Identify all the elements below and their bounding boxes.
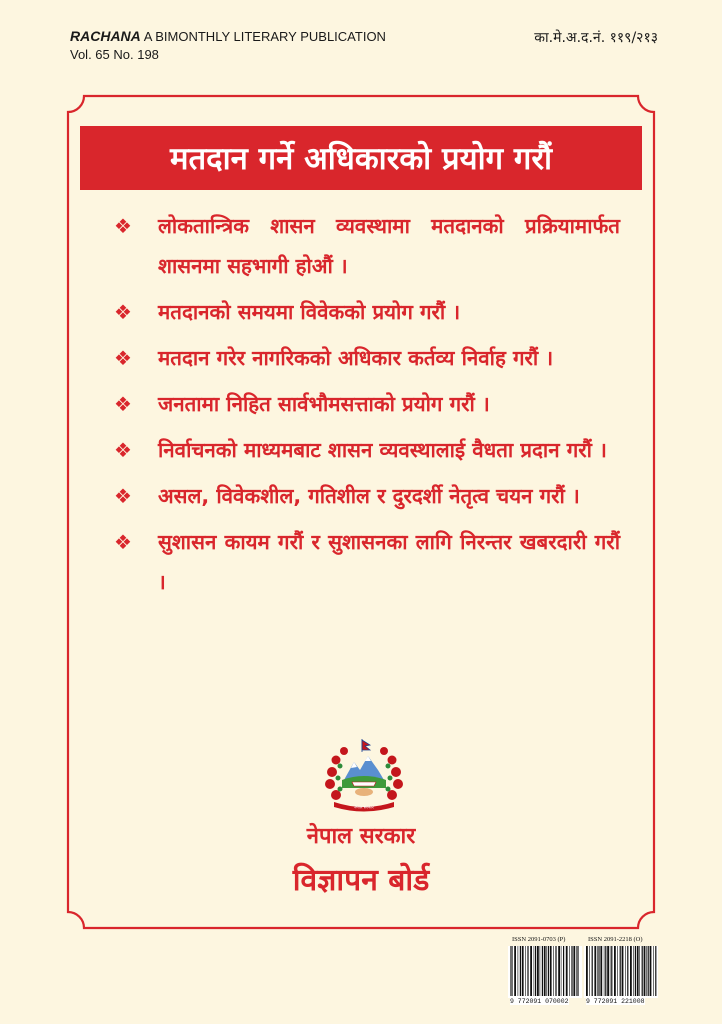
diamond-bullet-icon: ❖: [114, 346, 132, 370]
publication-brand: RACHANA: [70, 28, 141, 44]
list-item: [100, 384, 620, 424]
point-text: लोकतान्त्रिक शासन व्यवस्थामा मतदानको प्रक्रियामार्फत शासनमा सहभागी होऔं ।: [158, 214, 620, 278]
list-item: [100, 338, 620, 378]
publication-tagline: A BIMONTHLY LITERARY PUBLICATION: [143, 29, 386, 44]
barcode-print-icon: [508, 946, 582, 998]
list-item: [100, 476, 620, 516]
point-text: असल, विवेकशील, गतिशील र दुरदर्शी नेतृत्व चयन गरौं ।: [158, 484, 580, 508]
point-text: मतदान गरेर नागरिकको अधिकार कर्तव्य निर्वाह गरौं ।: [158, 346, 554, 370]
government-name: नेपाल सरकार: [306, 824, 416, 849]
ad-points-list: [100, 206, 620, 608]
list-item: [100, 206, 620, 286]
diamond-bullet-icon: ❖: [114, 484, 132, 508]
barcode-area: [508, 936, 658, 1016]
point-text: सुशासन कायम गरौं र सुशासनका लागि निरन्तर खबरदारी गरौं ।: [158, 530, 620, 594]
list-item: [100, 522, 620, 602]
ad-title-banner: [80, 126, 642, 190]
point-text: निर्वाचनको माध्यमबाट शासन व्यवस्थालाई वैधता प्रदान गरौं ।: [158, 438, 607, 462]
diamond-bullet-icon: ❖: [114, 530, 132, 554]
barcode-online-icon: [584, 946, 658, 998]
diamond-bullet-icon: ❖: [114, 300, 132, 324]
nepal-emblem-icon: [318, 736, 410, 814]
diamond-bullet-icon: ❖: [114, 392, 132, 416]
point-text: जनतामा निहित सार्वभौमसत्ताको प्रयोग गरौं ।: [158, 392, 490, 416]
diamond-bullet-icon: ❖: [114, 438, 132, 462]
emblem-ribbon-text: नेपाल सरकार: [354, 804, 374, 810]
advertising-board-name: विज्ञापन बोर्ड: [292, 863, 430, 898]
list-item: [100, 430, 620, 470]
diamond-bullet-icon: ❖: [114, 214, 132, 238]
issn-print: ISSN 2091-0703 (P): [512, 936, 566, 943]
masthead: [70, 28, 386, 62]
barcode-number-online: 9 772091 221008: [586, 998, 645, 1005]
point-text: मतदानको समयमा विवेकको प्रयोग गरौं ।: [158, 300, 461, 324]
ad-title: मतदान गर्ने अधिकारको प्रयोग गरौं: [169, 141, 553, 177]
registration-number: का.मे.अ.द.नं. ११९/२१३: [534, 30, 658, 46]
issn-online: ISSN 2091-2218 (O): [588, 936, 643, 943]
list-item: [100, 292, 620, 332]
volume-number: Vol. 65 No. 198: [70, 47, 159, 62]
publication-line: [70, 28, 386, 44]
barcode-number-print: 9 772091 070002: [510, 998, 569, 1005]
